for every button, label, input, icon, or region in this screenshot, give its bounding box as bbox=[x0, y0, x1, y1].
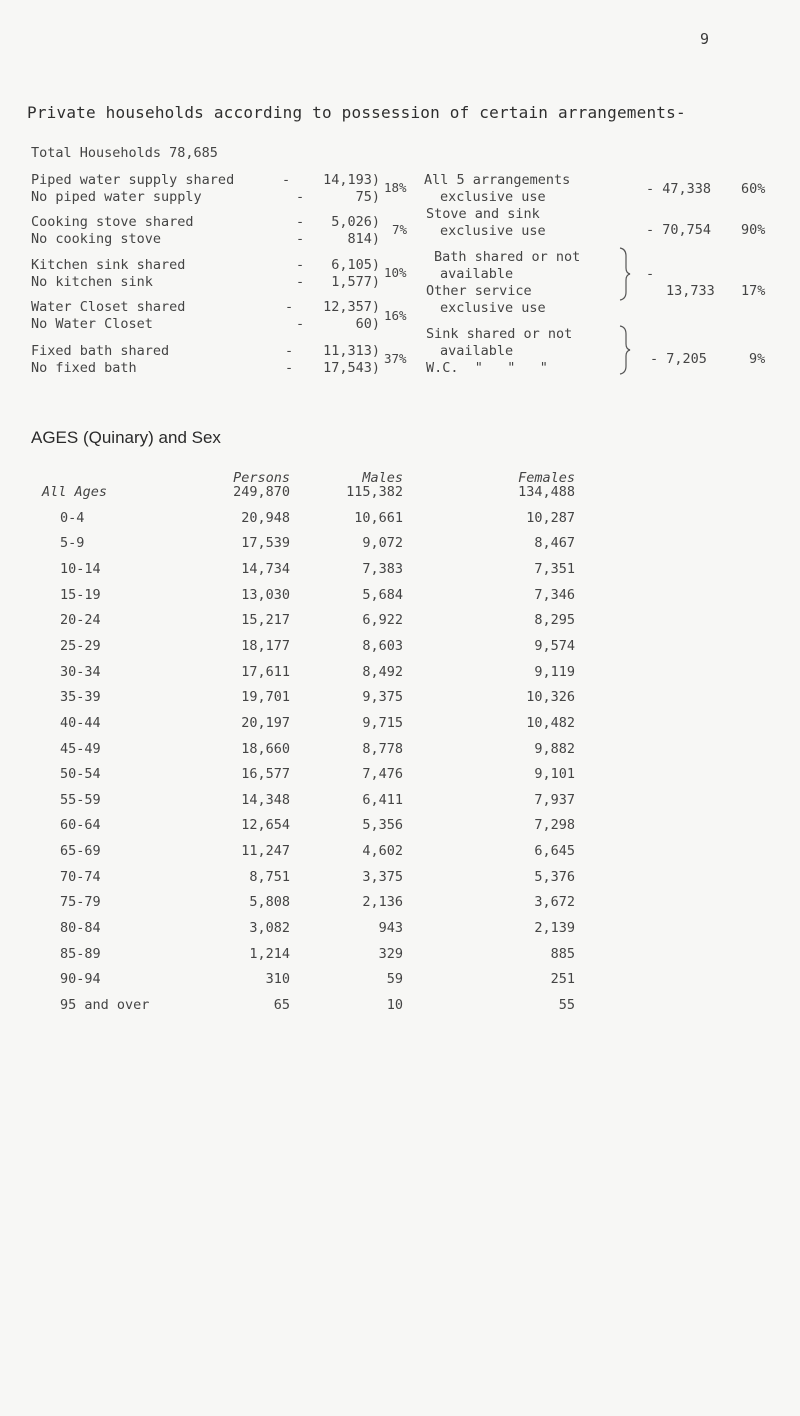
persons-value: 20,948 bbox=[241, 510, 290, 526]
persons-value: 310 bbox=[265, 971, 290, 987]
males-value: 7,476 bbox=[362, 766, 403, 782]
age-group-label: 45-49 bbox=[60, 741, 101, 757]
left-row-dash: - bbox=[296, 316, 305, 332]
females-value: 9,101 bbox=[534, 766, 575, 782]
males-value: 59 bbox=[386, 971, 403, 987]
right-line: Stove and sink bbox=[426, 206, 540, 222]
males-value: 9,715 bbox=[362, 715, 403, 731]
left-row-label: Fixed bath shared bbox=[31, 343, 170, 359]
males-value: 2,136 bbox=[362, 894, 403, 910]
persons-value: 16,577 bbox=[241, 766, 290, 782]
page-title: Private households according to possession of certain arrangements- bbox=[27, 103, 686, 122]
persons-value: 8,751 bbox=[249, 869, 290, 885]
right-value: - 7,205 bbox=[650, 351, 707, 367]
right-value: - 70,754 bbox=[646, 222, 712, 238]
right-percent: 60% bbox=[741, 181, 766, 197]
persons-value: 5,808 bbox=[249, 894, 290, 910]
age-group-label: 65-69 bbox=[60, 843, 101, 859]
females-value: 10,326 bbox=[526, 689, 575, 705]
age-group-label: 50-54 bbox=[60, 766, 101, 782]
total-households: Total Households 78,685 bbox=[31, 145, 218, 161]
right-percent: 17% bbox=[741, 283, 766, 299]
column-header-males: Males bbox=[362, 470, 403, 486]
right-percent: 90% bbox=[741, 222, 766, 238]
males-value: 115,382 bbox=[346, 484, 403, 500]
males-value: 6,411 bbox=[362, 792, 403, 808]
left-row-label: No piped water supply bbox=[31, 189, 202, 205]
males-value: 7,383 bbox=[362, 561, 403, 577]
left-row-dash: - bbox=[296, 257, 305, 273]
age-group-label: 40-44 bbox=[60, 715, 101, 731]
right-line: exclusive use bbox=[440, 189, 546, 205]
age-group-label: 10-14 bbox=[60, 561, 101, 577]
left-row-value: 6,105) bbox=[331, 257, 380, 273]
left-row-value: 17,543) bbox=[323, 360, 380, 376]
right-value: 13,733 bbox=[666, 283, 715, 299]
right-line: Other service bbox=[426, 283, 532, 299]
females-value: 7,346 bbox=[534, 587, 575, 603]
age-group-label: 20-24 bbox=[60, 612, 101, 628]
column-header-females: Females bbox=[518, 470, 575, 486]
females-value: 8,467 bbox=[534, 535, 575, 551]
left-row-value: 814) bbox=[347, 231, 380, 247]
males-value: 329 bbox=[378, 946, 403, 962]
left-row-dash: - bbox=[285, 343, 294, 359]
group-percent: 37% bbox=[384, 351, 407, 366]
left-row-label: No Water Closet bbox=[31, 316, 153, 332]
right-value: - bbox=[646, 266, 655, 282]
persons-value: 12,654 bbox=[241, 817, 290, 833]
males-value: 3,375 bbox=[362, 869, 403, 885]
females-value: 10,287 bbox=[526, 510, 575, 526]
persons-value: 20,197 bbox=[241, 715, 290, 731]
males-value: 9,375 bbox=[362, 689, 403, 705]
age-group-label: 80-84 bbox=[60, 920, 101, 936]
right-line: available bbox=[440, 343, 514, 359]
females-value: 3,672 bbox=[534, 894, 575, 910]
females-value: 885 bbox=[550, 946, 575, 962]
females-value: 7,937 bbox=[534, 792, 575, 808]
persons-value: 13,030 bbox=[241, 587, 290, 603]
left-row-dash: - bbox=[285, 360, 294, 376]
age-group-label: 95 and over bbox=[60, 997, 150, 1013]
left-row-dash: - bbox=[296, 274, 305, 290]
right-line: exclusive use bbox=[440, 300, 546, 316]
persons-value: 65 bbox=[273, 997, 290, 1013]
persons-value: 11,247 bbox=[241, 843, 290, 859]
males-value: 9,072 bbox=[362, 535, 403, 551]
persons-value: 15,217 bbox=[241, 612, 290, 628]
column-header-persons: Persons bbox=[233, 470, 290, 486]
females-value: 7,298 bbox=[534, 817, 575, 833]
left-row-dash: - bbox=[285, 299, 294, 315]
left-row-value: 1,577) bbox=[331, 274, 380, 290]
left-row-dash: - bbox=[296, 189, 305, 205]
males-value: 8,492 bbox=[362, 664, 403, 680]
persons-value: 17,539 bbox=[241, 535, 290, 551]
page-number: 9 bbox=[700, 30, 710, 48]
right-line: Bath shared or not bbox=[434, 249, 581, 265]
left-row-label: Kitchen sink shared bbox=[31, 257, 186, 273]
left-row-label: Piped water supply shared bbox=[31, 172, 235, 188]
persons-value: 249,870 bbox=[233, 484, 290, 500]
left-row-value: 11,313) bbox=[323, 343, 380, 359]
right-value: - 47,338 bbox=[646, 181, 712, 197]
age-group-label: 70-74 bbox=[60, 869, 101, 885]
age-group-label: 5-9 bbox=[60, 535, 85, 551]
males-value: 6,922 bbox=[362, 612, 403, 628]
age-group-label: 90-94 bbox=[60, 971, 101, 987]
age-group-label: 55-59 bbox=[60, 792, 101, 808]
left-row-dash: - bbox=[282, 172, 291, 188]
females-value: 9,882 bbox=[534, 741, 575, 757]
females-value: 9,574 bbox=[534, 638, 575, 654]
males-value: 8,778 bbox=[362, 741, 403, 757]
group-percent: 18% bbox=[384, 180, 407, 195]
persons-value: 19,701 bbox=[241, 689, 290, 705]
right-line: Sink shared or not bbox=[426, 326, 573, 342]
age-group-label: 0-4 bbox=[60, 510, 85, 526]
persons-value: 14,734 bbox=[241, 561, 290, 577]
persons-value: 18,177 bbox=[241, 638, 290, 654]
age-group-label: 60-64 bbox=[60, 817, 101, 833]
left-row-label: No kitchen sink bbox=[31, 274, 153, 290]
females-value: 9,119 bbox=[534, 664, 575, 680]
left-row-label: Cooking stove shared bbox=[31, 214, 194, 230]
bracket-right-group-1 bbox=[616, 244, 636, 304]
persons-value: 18,660 bbox=[241, 741, 290, 757]
females-value: 251 bbox=[550, 971, 575, 987]
right-line: W.C. " " " bbox=[426, 360, 548, 376]
males-value: 8,603 bbox=[362, 638, 403, 654]
females-value: 55 bbox=[558, 997, 575, 1013]
left-row-value: 75) bbox=[355, 189, 380, 205]
females-value: 134,488 bbox=[518, 484, 575, 500]
females-value: 10,482 bbox=[526, 715, 575, 731]
left-row-label: Water Closet shared bbox=[31, 299, 186, 315]
males-value: 4,602 bbox=[362, 843, 403, 859]
right-line: available bbox=[440, 266, 514, 282]
left-row-value: 5,026) bbox=[331, 214, 380, 230]
age-group-label: 75-79 bbox=[60, 894, 101, 910]
left-row-dash: - bbox=[296, 231, 305, 247]
persons-value: 1,214 bbox=[249, 946, 290, 962]
females-value: 2,139 bbox=[534, 920, 575, 936]
persons-value: 3,082 bbox=[249, 920, 290, 936]
age-group-label: All Ages bbox=[42, 484, 108, 500]
age-group-label: 25-29 bbox=[60, 638, 101, 654]
right-line: All 5 arrangements bbox=[424, 172, 571, 188]
left-row-dash: - bbox=[296, 214, 305, 230]
persons-value: 14,348 bbox=[241, 792, 290, 808]
left-row-value: 14,193) bbox=[323, 172, 380, 188]
females-value: 6,645 bbox=[534, 843, 575, 859]
males-value: 5,356 bbox=[362, 817, 403, 833]
females-value: 7,351 bbox=[534, 561, 575, 577]
age-group-label: 15-19 bbox=[60, 587, 101, 603]
persons-value: 17,611 bbox=[241, 664, 290, 680]
group-percent: 10% bbox=[384, 265, 407, 280]
age-group-label: 30-34 bbox=[60, 664, 101, 680]
bracket-right-group-2 bbox=[616, 322, 636, 378]
group-percent: 16% bbox=[384, 308, 407, 323]
left-row-value: 60) bbox=[355, 316, 380, 332]
ages-heading: AGES (Quinary) and Sex bbox=[31, 428, 221, 447]
males-value: 10 bbox=[386, 997, 403, 1013]
males-value: 10,661 bbox=[354, 510, 403, 526]
left-row-label: No fixed bath bbox=[31, 360, 137, 376]
females-value: 8,295 bbox=[534, 612, 575, 628]
males-value: 943 bbox=[378, 920, 403, 936]
left-row-label: No cooking stove bbox=[31, 231, 162, 247]
males-value: 5,684 bbox=[362, 587, 403, 603]
age-group-label: 35-39 bbox=[60, 689, 101, 705]
right-percent: 9% bbox=[749, 351, 766, 367]
left-row-value: 12,357) bbox=[323, 299, 380, 315]
group-percent: 7% bbox=[392, 222, 408, 237]
females-value: 5,376 bbox=[534, 869, 575, 885]
age-group-label: 85-89 bbox=[60, 946, 101, 962]
right-line: exclusive use bbox=[440, 223, 546, 239]
